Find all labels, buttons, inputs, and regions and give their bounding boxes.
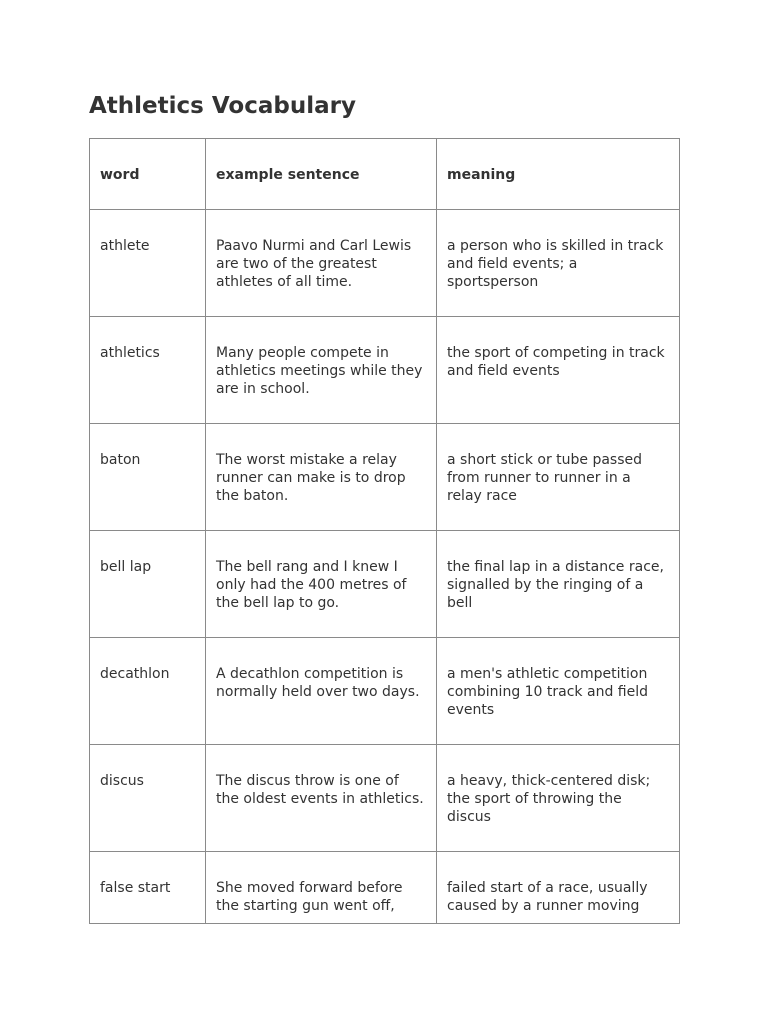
- word-cell: baton: [90, 424, 206, 531]
- table-row: [90, 531, 680, 638]
- word-cell: bell lap: [90, 531, 206, 638]
- sentence-cell: Many people compete in athletics meetings while they are in school.: [206, 317, 437, 424]
- meaning-cell: a men's athletic competition combining 10 track and field events: [437, 638, 680, 745]
- meaning-cell: the sport of competing in track and field events: [437, 317, 680, 424]
- table-row: [90, 745, 680, 852]
- page-title: Athletics Vocabulary: [89, 93, 356, 119]
- meaning-cell: the final lap in a distance race, signalled by the ringing of a bell: [437, 531, 680, 638]
- word-cell: false start: [90, 852, 206, 924]
- column-header-word: word: [90, 139, 206, 210]
- sentence-cell: The bell rang and I knew I only had the 400 metres of the bell lap to go.: [206, 531, 437, 638]
- word-cell: athlete: [90, 210, 206, 317]
- table-row: [90, 424, 680, 531]
- table-header-row: [90, 139, 680, 210]
- meaning-cell: a short stick or tube passed from runner to runner in a relay race: [437, 424, 680, 531]
- word-cell: discus: [90, 745, 206, 852]
- sentence-cell: The worst mistake a relay runner can make is to drop the baton.: [206, 424, 437, 531]
- table-row: [90, 638, 680, 745]
- table-row: [90, 852, 680, 924]
- word-cell: athletics: [90, 317, 206, 424]
- table-row: [90, 210, 680, 317]
- meaning-cell: failed start of a race, usually caused by a runner moving: [437, 852, 680, 924]
- sentence-cell: A decathlon competition is normally held over two days.: [206, 638, 437, 745]
- column-header-example-sentence: example sentence: [206, 139, 437, 210]
- sentence-cell: Paavo Nurmi and Carl Lewis are two of the greatest athletes of all time.: [206, 210, 437, 317]
- vocabulary-table: [89, 138, 680, 924]
- word-cell: decathlon: [90, 638, 206, 745]
- sentence-cell: The discus throw is one of the oldest events in athletics.: [206, 745, 437, 852]
- table-row: [90, 317, 680, 424]
- meaning-cell: a person who is skilled in track and field events; a sportsperson: [437, 210, 680, 317]
- column-header-meaning: meaning: [437, 139, 680, 210]
- meaning-cell: a heavy, thick-centered disk; the sport of throwing the discus: [437, 745, 680, 852]
- sentence-cell: She moved forward before the starting gun went off,: [206, 852, 437, 924]
